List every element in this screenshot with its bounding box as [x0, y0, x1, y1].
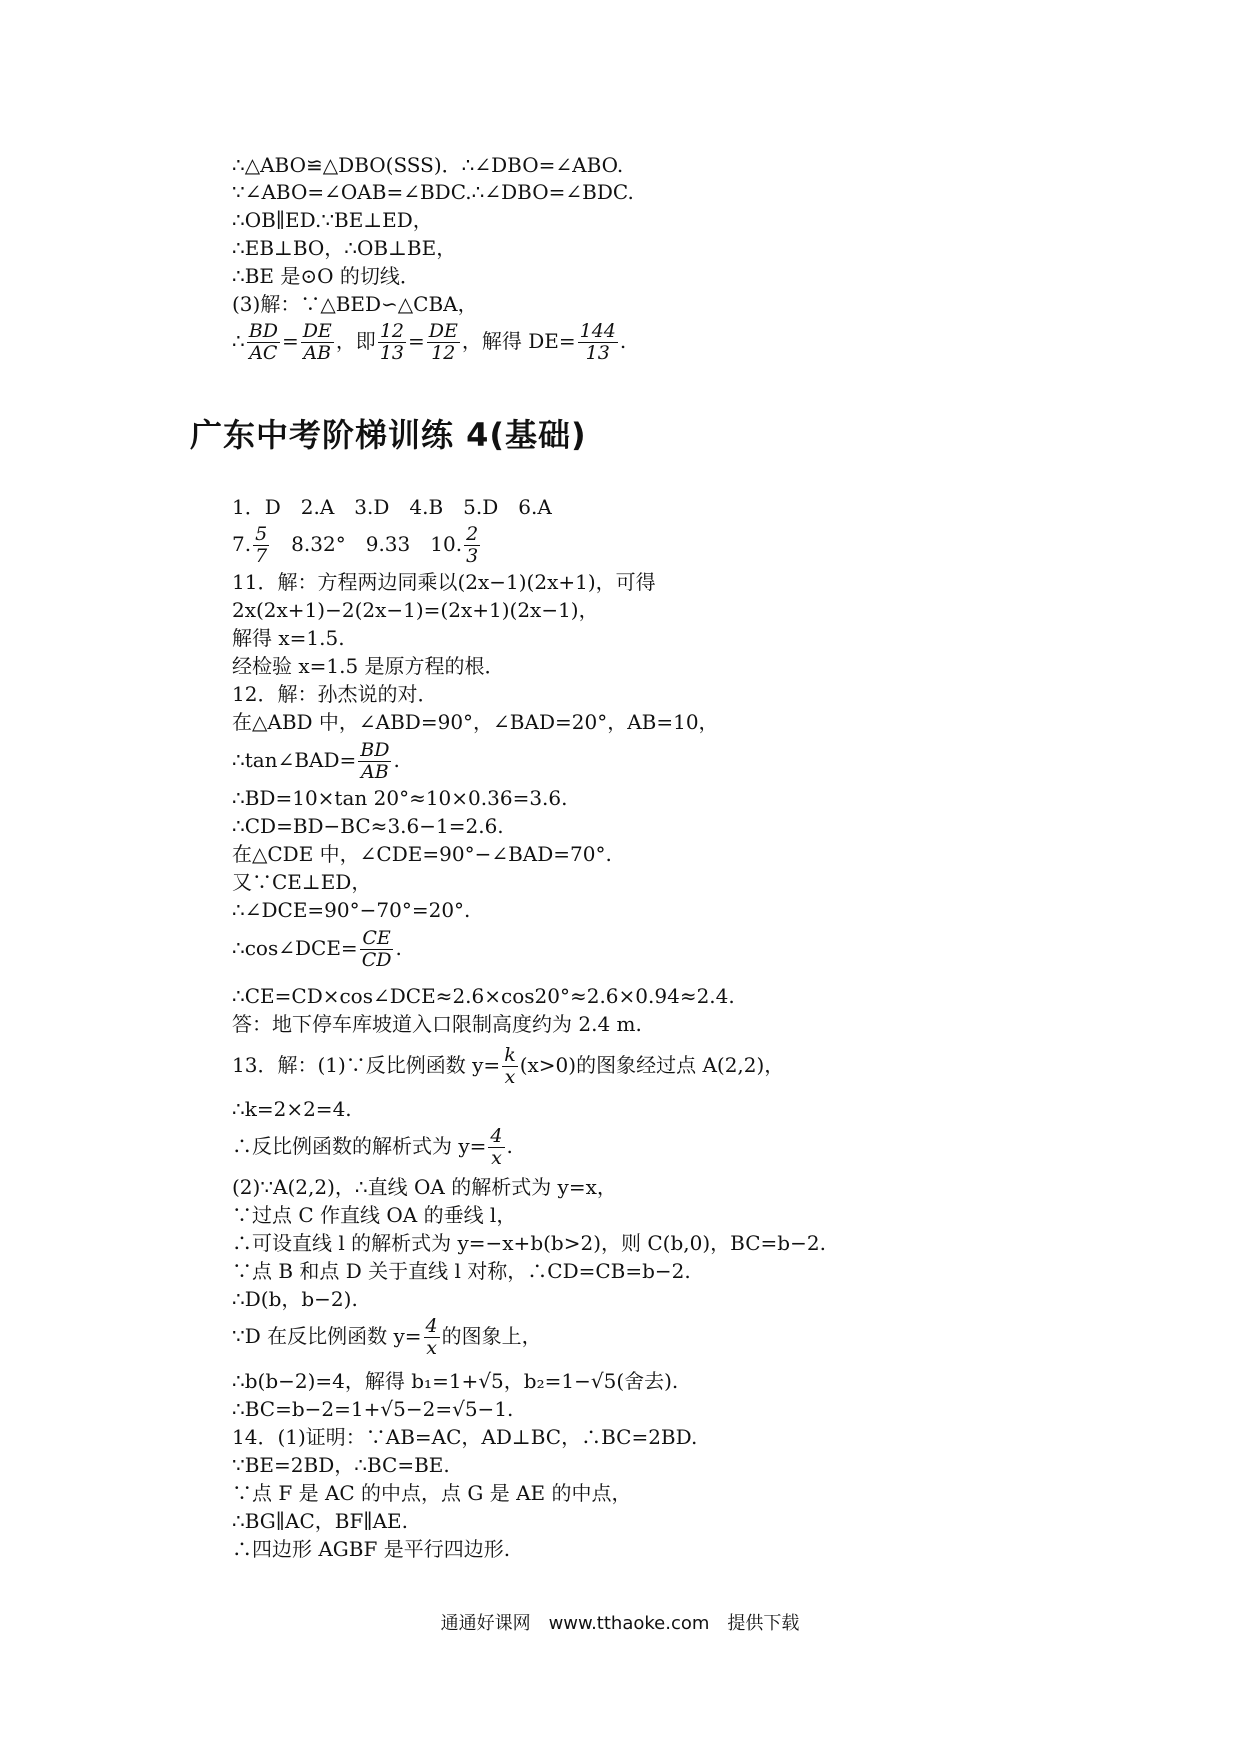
text-line: ∴k=2×2=4.	[232, 1097, 352, 1121]
text-line: 12．解：孙杰说的对．	[232, 682, 438, 706]
numerator: DE	[302, 320, 332, 342]
text-line: 11．解：方程两边同乘以(2x−1)(2x+1)，可得	[232, 570, 656, 594]
fraction	[247, 321, 280, 364]
denominator: 12	[431, 342, 456, 364]
text-line: 在△CDE 中，∠CDE=90°−∠BAD=70°.	[232, 842, 612, 866]
fraction	[488, 1126, 504, 1169]
text-line: ∴△ABO≌△DBO(SSS)．∴∠DBO=∠ABO.	[232, 153, 624, 177]
text: ∴	[232, 329, 245, 353]
text: 8.32° 9.33 10.	[271, 532, 463, 556]
text: ∴cos∠DCE=	[232, 936, 358, 960]
numerator: 4	[490, 1125, 503, 1147]
denominator: 13	[379, 342, 404, 364]
fraction	[502, 1045, 518, 1088]
section-heading: 广东中考阶梯训练 4(基础)	[190, 416, 587, 454]
text-line: ∵BE=2BD，∴BC=BE.	[232, 1453, 450, 1477]
text: =	[408, 329, 425, 353]
text-line: ∵点 B 和点 D 关于直线 l 对称，∴CD=CB=b−2.	[232, 1259, 691, 1283]
text-line: (3)解：∵△BED∽△CBA，	[232, 292, 478, 316]
fraction	[358, 740, 391, 783]
fraction-line	[232, 928, 402, 971]
fraction	[427, 321, 460, 364]
text: .	[506, 1134, 513, 1158]
text-line: ∵∠ABO=∠OAB=∠BDC.∴∠DBO=∠BDC.	[232, 180, 634, 204]
fraction	[424, 1316, 440, 1359]
text-line: ∴CE=CD×cos∠DCE≈2.6×cos20°≈2.6×0.94≈2.4.	[232, 984, 735, 1008]
text-line: ∴b(b−2)=4，解得 b₁=1+√5，b₂=1−√5(舍去).	[232, 1369, 679, 1393]
text-line: (2)∵A(2,2)，∴直线 OA 的解析式为 y=x，	[232, 1175, 617, 1199]
text-line: ∵点 F 是 AC 的中点，点 G 是 AE 的中点，	[232, 1481, 632, 1505]
denominator: AB	[303, 342, 332, 364]
numerator: 4	[425, 1315, 438, 1337]
text: .	[393, 748, 400, 772]
text-line: ∴CD=BD−BC≈3.6−1=2.6.	[232, 814, 504, 838]
fraction	[301, 321, 334, 364]
text-line: 又∵CE⊥ED，	[232, 870, 372, 894]
text: ∵D 在反比例函数 y=	[232, 1324, 422, 1348]
numerator: 5	[255, 523, 268, 545]
text-line: ∴BD=10×tan 20°≈10×0.36=3.6.	[232, 786, 568, 810]
fraction	[578, 321, 618, 364]
text: ，解得 DE=	[461, 329, 576, 353]
text-line: ∴EB⊥BO，∴OB⊥BE，	[232, 236, 457, 260]
denominator: CD	[361, 949, 392, 971]
text-line: ∴D(b，b−2).	[232, 1287, 358, 1311]
fraction	[253, 524, 269, 567]
text: (x>0)的图象经过点 A(2,2)，	[519, 1053, 785, 1077]
text-line: 14．(1)证明：∵AB=AC，AD⊥BC，∴BC=2BD.	[232, 1425, 698, 1449]
text: ，即	[335, 329, 376, 353]
numerator: 12	[379, 320, 404, 342]
text-line: ∴可设直线 l 的解析式为 y=−x+b(b>2)，则 C(b,0)，BC=b−2.	[232, 1231, 826, 1255]
numerator: CE	[360, 928, 394, 950]
text: ∴tan∠BAD=	[232, 748, 357, 772]
text-line: ∴BC=b−2=1+√5−2=√5−1.	[232, 1397, 514, 1421]
numerator: 2	[466, 523, 479, 545]
text: =	[281, 329, 299, 353]
page-footer: 通通好课网 www.tthaoke.com 提供下载	[440, 1613, 800, 1634]
numerator: k	[504, 1044, 516, 1066]
text-line: ∵过点 C 作直线 OA 的垂线 l，	[232, 1203, 517, 1227]
denominator: x	[504, 1066, 516, 1088]
text-line: 答：地下停车库坡道入口限制高度约为 2.4 m.	[232, 1012, 642, 1036]
numerator: BD	[248, 320, 278, 342]
text: .	[619, 329, 627, 353]
numerator: 144	[579, 320, 616, 342]
denominator: AB	[361, 761, 389, 783]
text-line: 在△ABD 中，∠ABD=90°，∠BAD=20°，AB=10，	[232, 710, 719, 734]
text: 13．解：(1)∵反比例函数 y=	[232, 1053, 501, 1077]
fraction-line	[232, 1316, 542, 1359]
text: 的图象上，	[441, 1324, 542, 1348]
text-line: 解得 x=1.5.	[232, 626, 345, 650]
denominator: AC	[249, 342, 278, 364]
text-line: 经检验 x=1.5 是原方程的根．	[232, 654, 505, 678]
fraction-line	[232, 321, 626, 364]
text-line: ∴BG∥AC，BF∥AE.	[232, 1509, 408, 1533]
fraction	[378, 321, 406, 364]
denominator: 7	[255, 545, 268, 567]
fraction-line	[232, 1126, 513, 1169]
text-line: ∴OB∥ED.∵BE⊥ED，	[232, 208, 433, 232]
fraction	[464, 524, 480, 567]
denominator: x	[491, 1147, 502, 1169]
denominator: 3	[466, 545, 479, 567]
text: 7.	[232, 532, 252, 556]
answer-line: 1．D 2.A 3.D 4.B 5.D 6.A	[232, 495, 552, 519]
numerator: DE	[428, 320, 458, 342]
text-line: ∴四边形 AGBF 是平行四边形.	[232, 1537, 511, 1561]
fraction-line	[232, 1045, 784, 1088]
denominator: 13	[585, 342, 610, 364]
text-line: ∴∠DCE=90°−70°=20°.	[232, 898, 471, 922]
text-line: ∴BE 是⊙O 的切线．	[232, 264, 420, 288]
text-line: 2x(2x+1)−2(2x−1)=(2x+1)(2x−1)，	[232, 598, 599, 622]
text: ∴反比例函数的解析式为 y=	[232, 1134, 487, 1158]
answer-line	[232, 524, 482, 567]
denominator: x	[426, 1337, 437, 1359]
fraction	[360, 928, 394, 971]
numerator: BD	[360, 739, 390, 761]
fraction-line	[232, 740, 400, 783]
text: .	[395, 936, 402, 960]
